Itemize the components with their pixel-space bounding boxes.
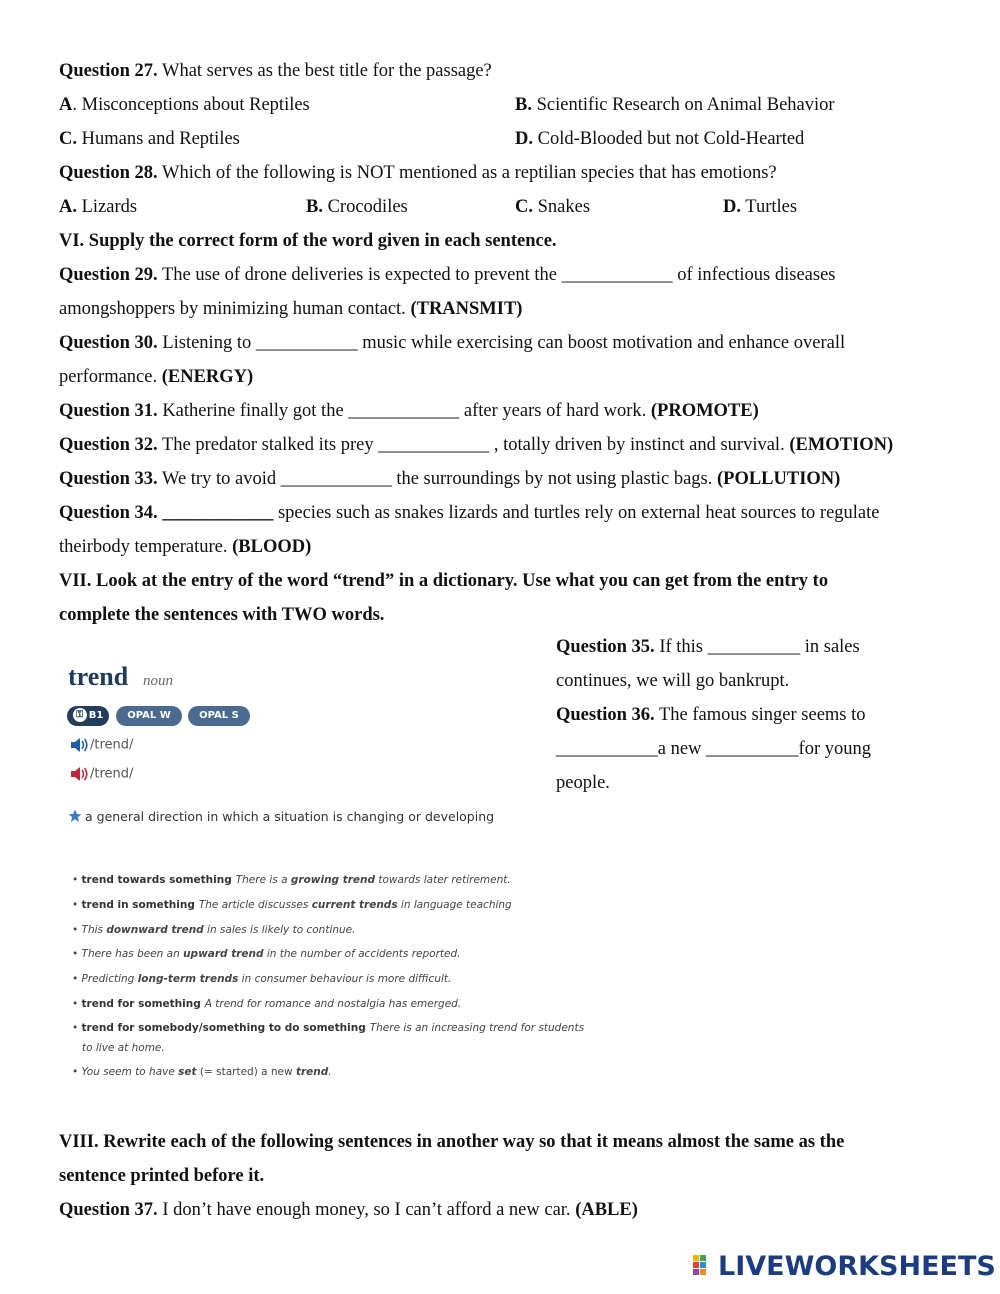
example-text: A trend for romance and nostalgia has emerged.: [204, 998, 462, 1010]
example-text: There is a: [235, 874, 291, 886]
headword: trend: [68, 662, 129, 691]
question-label: Question 29.: [59, 265, 158, 285]
question-label: Question 32.: [59, 435, 158, 455]
option-letter: A.: [59, 197, 77, 217]
example-text: in consumer behaviour is more difficult.: [238, 973, 452, 985]
question-27: [59, 60, 492, 82]
example-keyword: trend: [295, 1066, 329, 1078]
question-31: [59, 400, 759, 422]
example-pattern: trend towards something: [81, 874, 232, 886]
answer-blank[interactable]: ____________: [162, 503, 274, 523]
example-item: • trend for something A trend for romance and nostalgia has emerged.: [72, 998, 462, 1010]
section-heading-8-cont: sentence printed before it.: [59, 1166, 265, 1186]
option-text: Lizards: [77, 197, 138, 217]
question-34-cont: [59, 536, 311, 558]
option-text: Humans and Reptiles: [77, 129, 240, 149]
option-text: Turtles: [741, 197, 798, 217]
question-30: [59, 332, 845, 354]
question-text: theirbody temperature.: [59, 537, 233, 557]
option-letter: A: [59, 95, 73, 115]
word-hint: (ENERGY): [161, 367, 254, 387]
question-34: [59, 502, 880, 524]
option-c: [59, 128, 240, 150]
question-label: Question 28.: [59, 163, 158, 183]
option-text: Crocodiles: [322, 197, 408, 217]
question-36-cont: [556, 738, 871, 760]
definition: [68, 809, 494, 824]
pron-text: /trend/: [90, 737, 134, 753]
question-text: Katherine finally got the ____________ after years of hard work.: [157, 401, 651, 421]
speaker-icon[interactable]: [70, 737, 90, 753]
section-heading-6: VI. Supply the correct form of the word given in each sentence.: [59, 231, 557, 251]
example-item: • This downward trend in sales is likely to continue.: [72, 924, 356, 936]
question-36: [556, 704, 866, 726]
example-pattern: trend for somebody/something to do something: [81, 1022, 366, 1034]
example-keyword: set: [178, 1066, 197, 1078]
example-text: You seem to have: [81, 1066, 179, 1078]
word-hint: (ABLE): [575, 1200, 638, 1220]
option-c: [515, 196, 590, 218]
question-label: Question 30.: [59, 333, 158, 353]
example-text: The article discusses: [198, 899, 312, 911]
speaker-icon[interactable]: [70, 766, 90, 782]
example-item: • trend in something The article discusses current trends in language teaching: [72, 899, 512, 911]
example-text: There has been an: [81, 948, 184, 960]
liveworksheets-logo-icon: [693, 1255, 715, 1287]
question-28: [59, 162, 777, 184]
pronunciation-uk[interactable]: [70, 737, 133, 753]
word-hint: (EMOTION): [789, 435, 894, 455]
example-text: .: [328, 1066, 332, 1078]
example-pattern: trend for something: [81, 998, 201, 1010]
question-29: [59, 264, 836, 286]
question-label: Question 35.: [556, 637, 655, 657]
option-letter: C.: [515, 197, 533, 217]
example-item: • There has been an upward trend in the number of accidents reported.: [72, 948, 461, 960]
question-text: Listening to ___________ music while exercising can boost motivation and enhance overall: [157, 333, 846, 353]
example-text: There is an increasing trend for students: [369, 1022, 585, 1034]
section-heading-8: VIII. Rewrite each of the following sentences in another way so that it means almost the same as the: [59, 1132, 845, 1152]
section-heading-7: VII. Look at the entry of the word “trend” in a dictionary. Use what you can get from the entry to: [59, 571, 829, 591]
option-letter: B.: [515, 95, 532, 115]
option-letter: D.: [515, 129, 533, 149]
question-label: Question 34.: [59, 503, 158, 523]
option-letter: B.: [306, 197, 323, 217]
word-hint: (POLLUTION): [716, 469, 841, 489]
pronunciation-us[interactable]: [70, 766, 133, 782]
key-icon: ⚿: [73, 708, 87, 722]
example-item: • Predicting long-term trends in consumer behaviour is more difficult.: [72, 973, 452, 985]
question-text: performance.: [59, 367, 162, 387]
question-label: Question 27.: [59, 61, 158, 81]
option-a: [59, 94, 310, 116]
example-text: This: [81, 924, 107, 936]
example-keyword: long-term trends: [137, 973, 239, 985]
question-label: Question 37.: [59, 1200, 158, 1220]
question-35-cont: [556, 670, 789, 692]
option-a: [59, 196, 137, 218]
question-text: The predator stalked its prey ____________ , totally driven by instinct and survival.: [157, 435, 790, 455]
option-text: Scientific Research on Animal Behavior: [531, 95, 835, 115]
section-heading-7-cont: complete the sentences with TWO words.: [59, 605, 385, 625]
question-label: Question 31.: [59, 401, 158, 421]
example-keyword: growing trend: [290, 874, 376, 886]
option-text: Cold-Blooded but not Cold-Hearted: [533, 129, 805, 149]
question-text: continues, we will go bankrupt.: [556, 671, 790, 691]
option-b: [306, 196, 408, 218]
example-text: in the number of accidents reported.: [263, 948, 461, 960]
question-text: ___________a new __________for young: [556, 739, 871, 759]
question-text: amongshoppers by minimizing human contact.: [59, 299, 411, 319]
example-keyword: downward trend: [106, 924, 204, 936]
question-label: Question 36.: [556, 705, 655, 725]
example-item: • trend for somebody/something to do something There is an increasing trend for students: [72, 1022, 585, 1034]
example-item-cont: [82, 1042, 165, 1054]
question-37: [59, 1199, 638, 1221]
example-text: (= started) a new: [196, 1066, 296, 1078]
pron-text: /trend/: [90, 766, 134, 782]
example-pattern: trend in something: [81, 899, 195, 911]
option-letter: C.: [59, 129, 77, 149]
question-text: The use of drone deliveries is expected to prevent the ____________ of infectious diseases: [157, 265, 836, 285]
question-text: We try to avoid ____________ the surroundings by not using plastic bags.: [157, 469, 717, 489]
question-text: I don’t have enough money, so I can’t afford a new car.: [157, 1200, 576, 1220]
question-32: [59, 434, 893, 456]
word-hint: (TRANSMIT): [410, 299, 523, 319]
example-text: Predicting: [81, 973, 138, 985]
question-29-cont: [59, 298, 522, 320]
question-label: Question 33.: [59, 469, 158, 489]
question-36-cont2: [556, 772, 610, 794]
word-hint: (PROMOTE): [650, 401, 759, 421]
level-badge: [67, 706, 109, 726]
question-text: Which of the following is NOT mentioned as a reptilian species that has emotions?: [157, 163, 777, 183]
example-text: in sales is likely to continue.: [203, 924, 356, 936]
option-b: [515, 94, 835, 116]
star-icon: [68, 809, 82, 823]
example-keyword: upward trend: [183, 948, 264, 960]
option-d: [723, 196, 797, 218]
example-text: to live at home.: [82, 1042, 165, 1054]
example-item: • trend towards something There is a growing trend towards later retirement.: [72, 874, 511, 886]
opal-s-badge: OPAL S: [188, 706, 250, 726]
word-hint: (BLOOD): [232, 537, 312, 557]
example-item: • You seem to have set (= started) a new trend.: [72, 1066, 332, 1078]
question-text: The famous singer seems to: [654, 705, 866, 725]
brand-name[interactable]: LIVEWORKSHEETS: [718, 1251, 996, 1282]
example-keyword: current trends: [311, 899, 398, 911]
question-text: people.: [556, 773, 610, 793]
question-35: [556, 636, 860, 658]
question-text: If this __________ in sales: [654, 637, 860, 657]
part-of-speech: noun: [143, 673, 173, 689]
option-letter: D.: [723, 197, 741, 217]
option-d: [515, 128, 804, 150]
level-text: B1: [88, 710, 104, 721]
option-text: Snakes: [533, 197, 591, 217]
example-text: towards later retirement.: [375, 874, 511, 886]
definition-text: a general direction in which a situation is changing or developing: [85, 809, 495, 824]
question-text: What serves as the best title for the passage?: [157, 61, 492, 81]
option-text: . Misconceptions about Reptiles: [72, 95, 310, 115]
question-33: [59, 468, 840, 490]
question-30-cont: [59, 366, 253, 388]
question-text: species such as snakes lizards and turtles rely on external heat sources to regulate: [273, 503, 880, 523]
example-text: in language teaching: [397, 899, 512, 911]
opal-w-badge: OPAL W: [116, 706, 182, 726]
